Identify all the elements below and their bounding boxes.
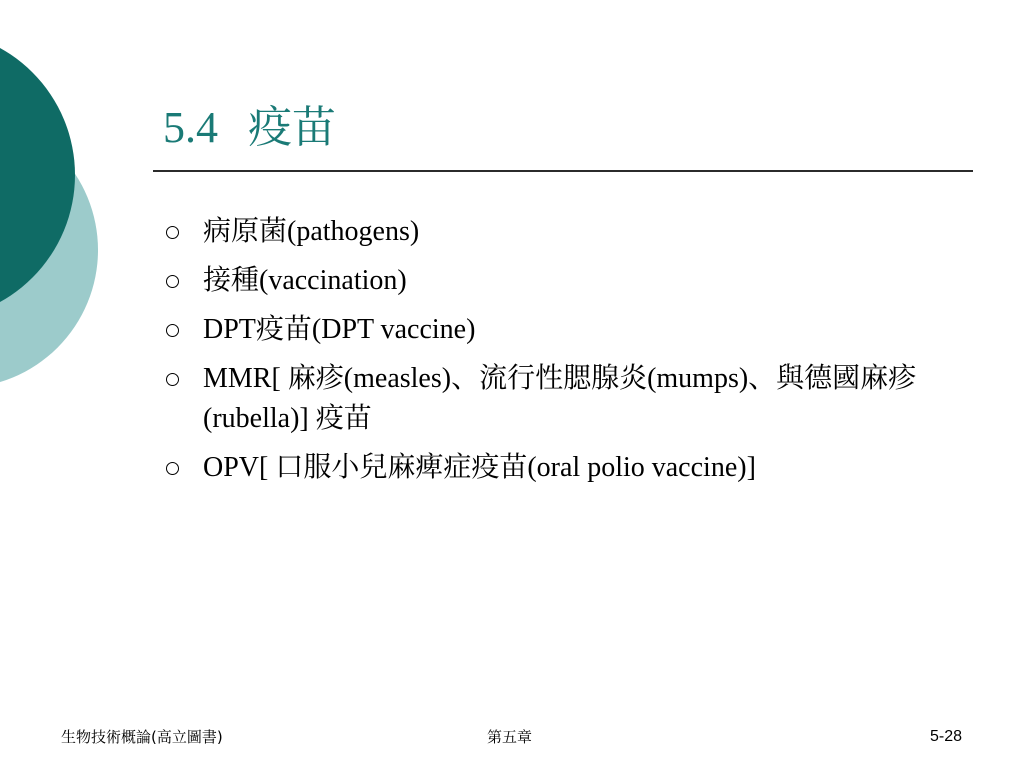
bullet-text: DPT疫苗(DPT vaccine)	[203, 314, 476, 345]
hollow-circle-bullet-icon	[166, 373, 179, 386]
bullet-text: OPV[ 口服小兒麻痺症疫苗(oral polio vaccine)]	[203, 452, 756, 483]
bullet-text: 病原菌(pathogens)	[203, 216, 420, 247]
footer-chapter: 第五章	[487, 728, 533, 746]
bullet-text: MMR[ 麻疹(measles)、流行性腮腺炎(mumps)、與德國麻疹(rubella)] 疫苗	[203, 363, 917, 434]
bullet-item-vaccination	[166, 261, 956, 301]
bullet-item-dpt	[166, 310, 956, 350]
slide-title-text: 疫苗	[248, 103, 336, 152]
bullet-text: 接種(vaccination)	[203, 265, 407, 296]
title-divider	[153, 170, 973, 172]
hollow-circle-bullet-icon	[166, 275, 179, 288]
bullet-list	[166, 212, 956, 497]
slide-title	[163, 100, 336, 156]
hollow-circle-bullet-icon	[166, 226, 179, 239]
decorative-circles-graphic	[0, 0, 120, 420]
slide-title-number: 5.4	[163, 103, 218, 152]
bullet-item-mmr	[166, 359, 956, 439]
hollow-circle-bullet-icon	[166, 324, 179, 337]
footer-page-number: 5-28	[929, 728, 962, 745]
bullet-item-opv	[166, 448, 956, 488]
bullet-item-pathogens	[166, 212, 956, 252]
hollow-circle-bullet-icon	[166, 462, 179, 475]
footer-book-title: 生物技術概論(高立圖書)	[61, 728, 223, 746]
